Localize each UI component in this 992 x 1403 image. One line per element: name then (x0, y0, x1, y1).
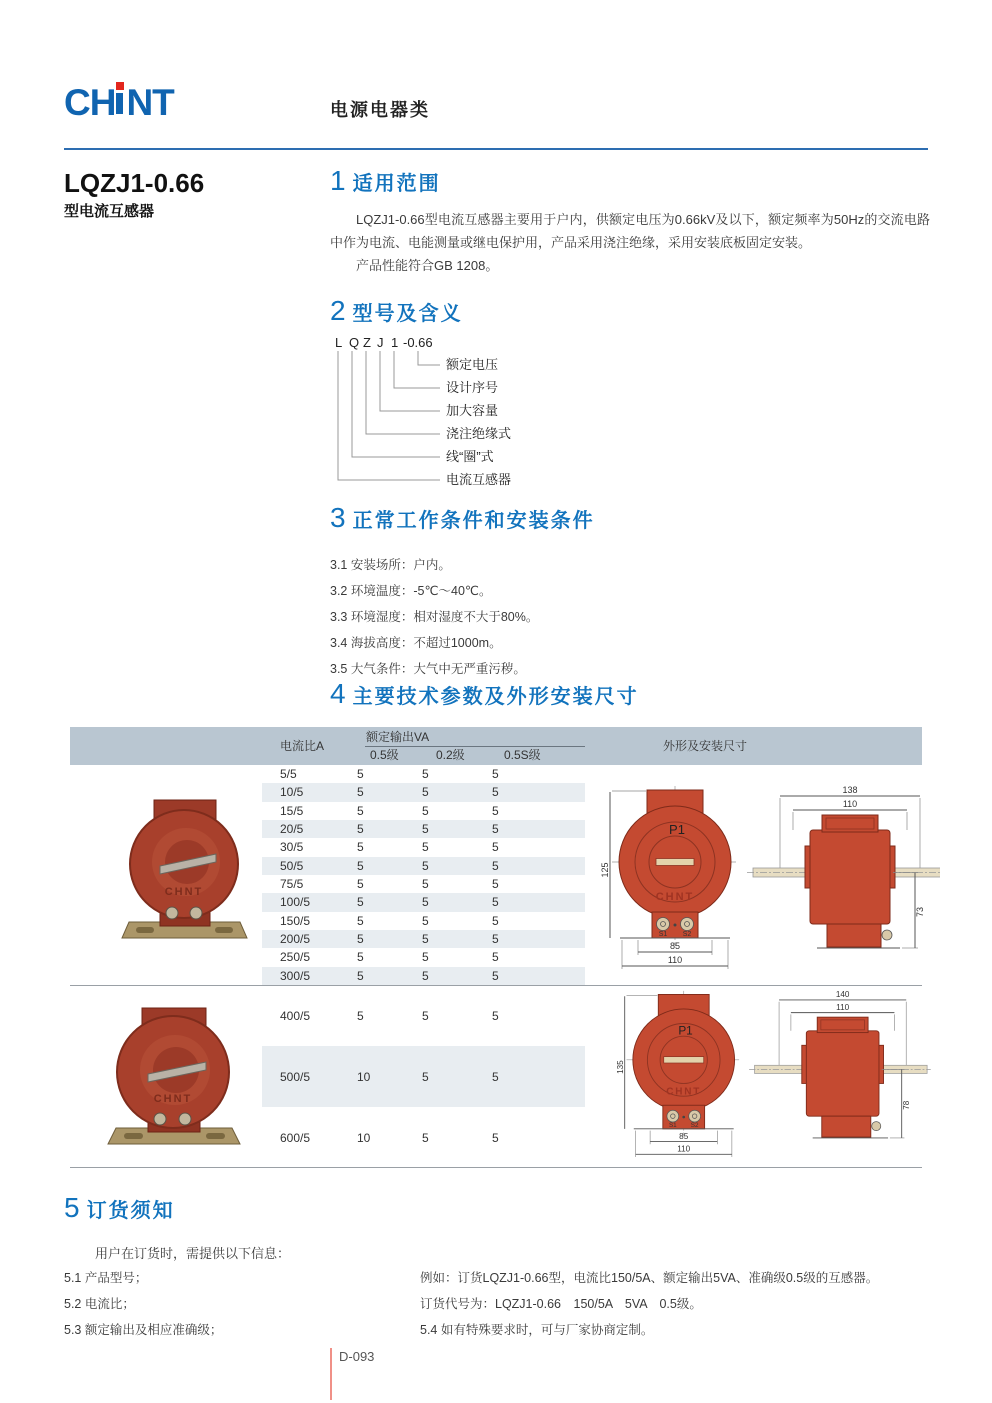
output-va-cell: 5 (422, 968, 429, 983)
terminal-label-p1: P1 (669, 822, 685, 837)
terminal-label-p1: P1 (678, 1023, 693, 1038)
dim-side-height: 73 (915, 906, 925, 918)
table-row (262, 857, 585, 875)
output-va-cell: 5 (492, 840, 499, 855)
ordering-code: 订货代号为：LQZJ1-0.66 150/5A 5VA 0.5级。 (420, 1297, 702, 1311)
output-va-cell: 5 (357, 840, 364, 855)
output-va-cell: 5 (422, 767, 429, 782)
current-ratio-cell: 20/5 (280, 822, 304, 837)
scope-paragraphs (330, 208, 930, 277)
section-title: 正常工作条件和安装条件 (352, 510, 595, 532)
table-row (262, 783, 585, 801)
current-ratio-cell: 150/5 (280, 913, 311, 928)
output-va-cell: 5 (422, 877, 429, 892)
output-va-cell: 5 (357, 913, 364, 928)
current-ratio-cell: 10/5 (280, 785, 304, 800)
table-row (262, 875, 585, 893)
output-va-cell: 5 (492, 803, 499, 818)
header-rule (64, 148, 928, 150)
output-va-cell: 10 (357, 1130, 371, 1145)
section-number: 2 (330, 295, 346, 326)
table-row (262, 930, 585, 948)
output-va-cell: 5 (492, 785, 499, 800)
output-va-cell: 5 (422, 1069, 429, 1084)
working-conditions-list (330, 552, 538, 682)
ordering-item: 5.4 如有特殊要求时，可与厂家协商定制。 (420, 1323, 654, 1337)
output-va-cell: 5 (492, 1008, 499, 1023)
section-number: 4 (330, 678, 346, 709)
output-va-cell: 5 (357, 785, 364, 800)
table-row (262, 948, 585, 966)
model-char: J (377, 335, 384, 350)
table-row (262, 765, 585, 783)
terminal-label-s1: S1 (668, 1122, 677, 1130)
model-char: L (335, 335, 343, 350)
model-label: 加大容量 (446, 403, 499, 418)
condition-item: 3.1 安装场所：户内。 (330, 558, 451, 572)
section-4-heading (330, 678, 639, 710)
output-va-cell: 5 (422, 840, 429, 855)
dim-side-width: 140 (835, 990, 850, 1000)
output-va-cell: 5 (422, 822, 429, 837)
model-char: Q (349, 335, 360, 350)
condition-item: 3.4 海拔高度：不超过1000m。 (330, 636, 502, 650)
output-va-cell: 5 (492, 1069, 499, 1084)
section-title: 适用范围 (352, 173, 441, 195)
dimension-drawing-1 (600, 784, 940, 980)
output-va-cell: 5 (492, 858, 499, 873)
dim-front-height: 125 (600, 862, 610, 878)
col-header-class-05s: 0.5S级 (504, 748, 541, 762)
terminal-label-s1: S1 (658, 931, 668, 938)
output-va-cell: 5 (422, 1130, 429, 1145)
condition-item: 3.3 环境湿度：相对湿度不大于80%。 (330, 610, 539, 624)
current-ratio-cell: 600/5 (280, 1130, 311, 1145)
ordering-item: 5.1 产品型号； (64, 1271, 148, 1285)
section-number: 3 (330, 502, 346, 533)
output-va-cell: 5 (357, 767, 364, 782)
drawing-brand-text: CHNT (666, 1086, 702, 1098)
current-ratio-cell: 400/5 (280, 1008, 311, 1023)
output-va-cell: 5 (492, 913, 499, 928)
ordering-item: 5.3 额定输出及相应准确级； (64, 1323, 223, 1337)
output-va-cell: 5 (492, 1130, 499, 1145)
model-label: 电流互感器 (446, 472, 512, 487)
photo-brand-text: CHNT (153, 1093, 193, 1105)
current-ratio-cell: 15/5 (280, 803, 304, 818)
dim-side-inner: 110 (842, 799, 858, 809)
current-ratio-cell: 75/5 (280, 877, 304, 892)
current-ratio-cell: 500/5 (280, 1069, 311, 1084)
current-ratio-cell: 5/5 (280, 767, 297, 782)
section-number: 5 (64, 1192, 80, 1223)
product-model: LQZJ1-0.66 (64, 168, 205, 198)
condition-item: 3.5 大气条件：大气中无严重污秽。 (330, 662, 526, 676)
page-category: 电源电器类 (330, 100, 430, 120)
dim-mount-outer: 110 (667, 955, 683, 965)
current-ratio-cell: 50/5 (280, 858, 304, 873)
output-va-cell: 5 (422, 950, 429, 965)
dim-side-width: 138 (842, 785, 858, 795)
model-char: -0.66 (403, 335, 433, 350)
dim-mount-inner: 85 (679, 1131, 689, 1141)
condition-item: 3.2 环境温度：-5℃～40℃。 (330, 584, 492, 598)
output-va-cell: 5 (422, 1008, 429, 1023)
chint-logo (64, 84, 174, 121)
model-char: Z (363, 335, 371, 350)
output-va-cell: 5 (357, 932, 364, 947)
footer-accent-line (330, 1348, 332, 1400)
model-label: 额定电压 (446, 357, 499, 372)
dim-side-height: 78 (901, 1100, 911, 1110)
output-va-cell: 5 (492, 950, 499, 965)
scope-paragraph-2: 产品性能符合GB 1208。 (356, 258, 499, 273)
output-va-cell: 5 (422, 858, 429, 873)
dim-side-inner: 110 (836, 1002, 850, 1012)
col-header-current-ratio: 电流比A (280, 739, 325, 753)
output-va-cell: 5 (357, 803, 364, 818)
table-row (262, 912, 585, 930)
current-ratio-cell: 30/5 (280, 840, 304, 855)
current-ratio-cell: 250/5 (280, 950, 311, 965)
dim-mount-outer: 110 (677, 1144, 691, 1154)
drawing-brand-text: CHNT (655, 891, 695, 903)
section-title: 型号及含义 (352, 303, 463, 325)
product-type-name: 型电流互感器 (64, 203, 155, 220)
output-va-cell: 5 (357, 858, 364, 873)
terminal-label-s2: S2 (682, 931, 692, 938)
logo-text-right: NT (126, 82, 174, 123)
col-header-class-05: 0.5级 (370, 748, 399, 762)
model-label: 设计序号 (446, 380, 499, 395)
output-va-cell: 5 (492, 822, 499, 837)
table-row (262, 802, 585, 820)
output-va-cell: 5 (357, 950, 364, 965)
section-title: 订货须知 (86, 1200, 175, 1222)
table-row (262, 985, 585, 1046)
table-row (262, 838, 585, 856)
output-va-cell: 5 (492, 968, 499, 983)
current-ratio-cell: 200/5 (280, 932, 311, 947)
model-label: 浇注绝缘式 (446, 426, 512, 441)
col-header-dimensions: 外形及安装尺寸 (662, 739, 747, 753)
dimension-drawing-2 (600, 989, 940, 1167)
col-header-rated-output: 额定输出VA (366, 730, 430, 744)
output-va-cell: 10 (357, 1069, 371, 1084)
output-va-cell: 5 (422, 932, 429, 947)
terminal-label-s2: S2 (690, 1122, 699, 1130)
section-2-heading (330, 295, 463, 327)
col-header-class-02: 0.2级 (436, 748, 465, 762)
model-label: 线“圈”式 (446, 449, 494, 464)
dim-front-height: 135 (615, 1060, 625, 1074)
section-3-heading (330, 502, 595, 534)
output-va-cell: 5 (492, 767, 499, 782)
table-group1-rows (262, 765, 585, 985)
current-ratio-cell: 100/5 (280, 895, 311, 910)
output-va-cell: 5 (422, 895, 429, 910)
output-va-cell: 5 (492, 877, 499, 892)
section-1-heading (330, 165, 441, 197)
logo-text-left: CH (64, 82, 116, 123)
model-meaning-diagram (330, 334, 710, 504)
table-row (262, 1107, 585, 1168)
page-number: D-093 (339, 1349, 375, 1364)
product-photo-large (98, 1002, 250, 1160)
product-photo-small (112, 792, 257, 954)
scope-paragraph-1: LQZJ1-0.66型电流互感器主要用于户内，供额定电压为0.66kV及以下，额定频率为50Hz的交流电路中作为电流、电能测量或继电保护用，产品采用浇注绝缘，采用安装底板固定安装。 (330, 212, 930, 250)
photo-brand-text: CHNT (164, 886, 204, 898)
output-va-cell: 5 (357, 895, 364, 910)
table-bottom-rule (70, 1167, 922, 1168)
table-row (262, 967, 585, 985)
model-char: 1 (391, 335, 399, 350)
section-5-heading (64, 1192, 175, 1224)
table-row (262, 893, 585, 911)
output-va-cell: 5 (357, 1008, 364, 1023)
table-group2-rows (262, 985, 585, 1168)
section-number: 1 (330, 165, 346, 196)
output-va-cell: 5 (492, 932, 499, 947)
dim-mount-inner: 85 (669, 941, 681, 951)
output-va-cell: 5 (492, 895, 499, 910)
table-row (262, 820, 585, 838)
output-va-cell: 5 (357, 877, 364, 892)
output-va-cell: 5 (422, 785, 429, 800)
ordering-item: 5.2 电流比； (64, 1297, 135, 1311)
output-va-cell: 5 (422, 803, 429, 818)
output-va-cell: 5 (422, 913, 429, 928)
output-va-cell: 5 (357, 968, 364, 983)
output-va-cell: 5 (357, 822, 364, 837)
ordering-intro: 用户在订货时，需提供以下信息： (95, 1246, 291, 1261)
ordering-info (64, 1265, 944, 1343)
spec-table (70, 727, 925, 1168)
section-title: 主要技术参数及外形安装尺寸 (352, 686, 639, 708)
current-ratio-cell: 300/5 (280, 968, 311, 983)
ordering-example: 例如：订货LQZJ1-0.66型，电流比150/5A、额定输出5VA、准确级0.5级的互感器。 (420, 1271, 879, 1285)
table-row (262, 1046, 585, 1107)
